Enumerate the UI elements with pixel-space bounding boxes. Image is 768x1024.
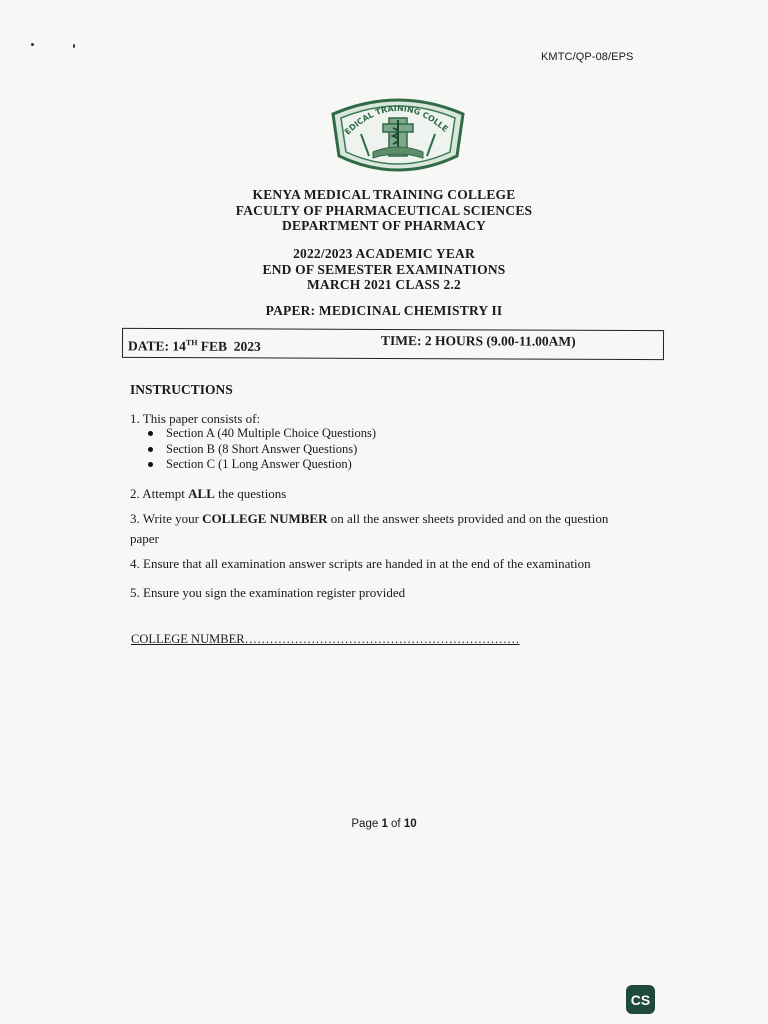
instructions-heading: INSTRUCTIONS xyxy=(130,382,233,397)
scan-speck xyxy=(73,44,75,48)
bullet-icon xyxy=(148,462,153,467)
instruction-1: 1. This paper consists of: xyxy=(130,411,261,426)
exam-date: DATE: 14TH FEB 2023 xyxy=(127,338,261,354)
department-name: DEPARTMENT OF PHARMACY xyxy=(282,218,486,233)
page-number: Page 1 of 10 xyxy=(351,818,417,830)
date-time-box xyxy=(122,328,664,360)
institution-header xyxy=(0,187,768,234)
instruction-3-continued: paper xyxy=(130,531,159,546)
exam-session: MARCH 2021 CLASS 2.2 xyxy=(306,277,461,292)
institution-name: KENYA MEDICAL TRAINING COLLEGE xyxy=(252,187,516,202)
academic-year: 2022/2023 ACADEMIC YEAR xyxy=(293,246,475,261)
list-item: Section C (1 Long Answer Question) xyxy=(148,457,376,473)
scanner-badge-icon: CS xyxy=(626,985,655,1014)
crest-motto: EDICAL TRAINING COLLE xyxy=(343,103,450,137)
exam-time: TIME: 2 HOURS (9.00-11.00AM) xyxy=(380,332,576,349)
list-item: Section A (40 Multiple Choice Questions) xyxy=(148,426,376,442)
list-item: Section B (8 Short Answer Questions) xyxy=(148,442,376,458)
faculty-name: FACULTY OF PHARMACEUTICAL SCIENCES xyxy=(235,202,533,218)
document-reference: KMTC/QP-08/EPS xyxy=(541,51,634,63)
bullet-icon xyxy=(148,431,153,436)
instruction-4: 4. Ensure that all examination answer scripts are handed in at the end of the examination xyxy=(130,556,591,571)
instruction-3: 3. Write your COLLEGE NUMBER on all the answer sheets provided and on the question xyxy=(130,511,609,526)
exam-header xyxy=(0,246,768,293)
paper-title: PAPER: MEDICINAL CHEMISTRY II xyxy=(265,303,503,318)
instruction-5: 5. Ensure you sign the examination register provided xyxy=(130,585,406,600)
exam-type: END OF SEMESTER EXAMINATIONS xyxy=(262,261,506,277)
college-crest-icon xyxy=(327,94,469,176)
college-number-field: COLLEGE NUMBER………………………………………………………… xyxy=(131,632,520,646)
section-list xyxy=(148,426,376,473)
scan-speck xyxy=(31,43,34,46)
bullet-icon xyxy=(148,447,153,452)
instruction-2: 2. Attempt ALL the questions xyxy=(130,486,287,501)
